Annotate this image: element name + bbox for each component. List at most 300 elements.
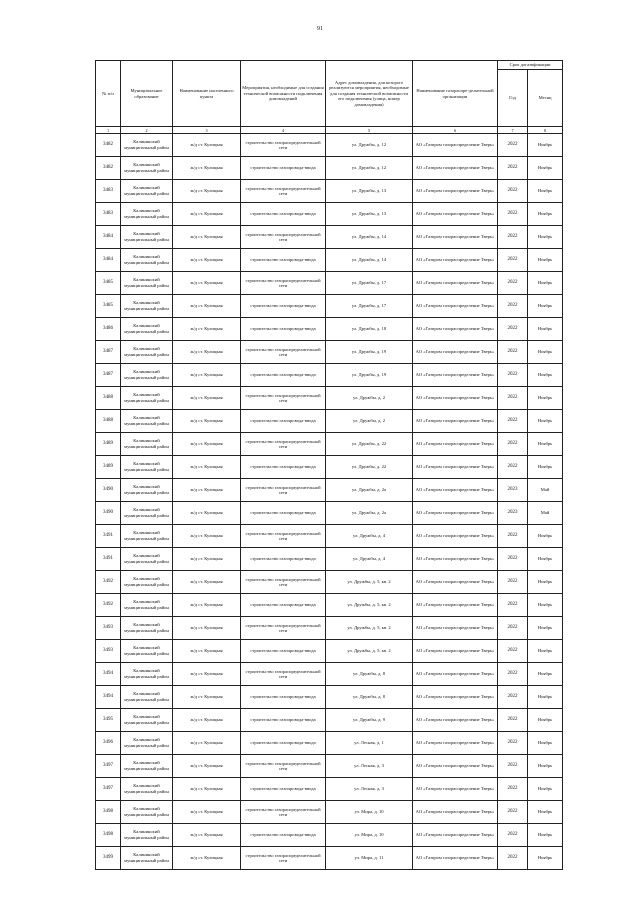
cell-month: Ноябрь: [528, 134, 563, 157]
cell-year: 2022: [498, 157, 528, 180]
cell-settlement: ж/д ст. Кулицкая: [173, 525, 241, 548]
cell-municipality: Калининский муниципальный район: [121, 571, 173, 594]
table-row: [96, 824, 563, 847]
cell-month: Ноябрь: [528, 410, 563, 433]
cell-year: 2022: [498, 433, 528, 456]
cell-settlement: ж/д ст. Кулицкая: [173, 824, 241, 847]
header-no: № п/п: [96, 61, 121, 127]
cell-month: Ноябрь: [528, 663, 563, 686]
cell-year: 2022: [498, 456, 528, 479]
table-row: [96, 180, 563, 203]
cell-number: 3494: [96, 663, 121, 686]
cell-organization: АО «Газпром газораспределение Тверь»: [413, 801, 498, 824]
cell-activity: строительство газораспределительной сети: [241, 433, 326, 456]
cell-municipality: Калининский муниципальный район: [121, 134, 173, 157]
cell-number: 3490: [96, 479, 121, 502]
cell-municipality: Калининский муниципальный район: [121, 479, 173, 502]
table-row: [96, 387, 563, 410]
table-row: [96, 456, 563, 479]
table-row: [96, 272, 563, 295]
cell-municipality: Калининский муниципальный район: [121, 640, 173, 663]
cell-activity: строительство газораспределительной сети: [241, 755, 326, 778]
table-row: [96, 709, 563, 732]
table-row: [96, 525, 563, 548]
table-row: [96, 847, 563, 870]
cell-activity: строительство газопровода-ввода: [241, 364, 326, 387]
cell-address: ул. Дружбы, д. 5, кв. 2: [326, 594, 413, 617]
cell-month: Ноябрь: [528, 801, 563, 824]
cell-month: Ноябрь: [528, 226, 563, 249]
cell-year: 2022: [498, 226, 528, 249]
cell-month: Ноябрь: [528, 203, 563, 226]
cell-year: 2022: [498, 847, 528, 870]
cell-activity: строительство газораспределительной сети: [241, 387, 326, 410]
cell-month: Ноябрь: [528, 157, 563, 180]
cell-organization: АО «Газпром газораспределение Тверь»: [413, 548, 498, 571]
cell-municipality: Калининский муниципальный район: [121, 226, 173, 249]
header-month: Месяц: [528, 70, 563, 127]
header-address: Адрес домовладения, для которого реализуются мероприятия, необходимые для создания технической возможности его подключения (улица, номер домовладения): [326, 61, 413, 127]
cell-month: Ноябрь: [528, 686, 563, 709]
cell-address: ул. Дружбы, д. 17: [326, 295, 413, 318]
cell-address: ул. Лесная, д. 3: [326, 778, 413, 801]
table-row: [96, 594, 563, 617]
cell-month: Ноябрь: [528, 778, 563, 801]
cell-municipality: Калининский муниципальный район: [121, 502, 173, 525]
cell-activity: строительство газораспределительной сети: [241, 801, 326, 824]
gasification-table: [95, 60, 563, 870]
cell-settlement: ж/д ст. Кулицкая: [173, 594, 241, 617]
cell-activity: строительство газораспределительной сети: [241, 525, 326, 548]
cell-organization: АО «Газпром газораспределение Тверь»: [413, 571, 498, 594]
header-settlement: Наименование населенного пункта: [173, 61, 241, 127]
cell-address: ул. Лесная, д. 3: [326, 755, 413, 778]
cell-address: ул. Дружбы, д. 13: [326, 180, 413, 203]
cell-month: Ноябрь: [528, 180, 563, 203]
cell-month: Ноябрь: [528, 732, 563, 755]
cell-municipality: Калининский муниципальный район: [121, 755, 173, 778]
cell-address: ул. Лесная, д. 1: [326, 732, 413, 755]
table-row: [96, 364, 563, 387]
cell-municipality: Калининский муниципальный район: [121, 847, 173, 870]
cell-activity: строительство газопровода-ввода: [241, 686, 326, 709]
cell-number: 3499: [96, 847, 121, 870]
cell-year: 2022: [498, 663, 528, 686]
cell-municipality: Калининский муниципальный район: [121, 433, 173, 456]
cell-address: ул. Дружбы, д. 5, кв. 2: [326, 571, 413, 594]
cell-municipality: Калининский муниципальный район: [121, 525, 173, 548]
cell-address: ул. Дружбы, д. 22: [326, 433, 413, 456]
cell-activity: строительство газораспределительной сети: [241, 226, 326, 249]
cell-organization: АО «Газпром газораспределение Тверь»: [413, 157, 498, 180]
cell-month: Ноябрь: [528, 548, 563, 571]
cell-number: 3492: [96, 571, 121, 594]
cell-number: 3498: [96, 801, 121, 824]
cell-organization: АО «Газпром газораспределение Тверь»: [413, 295, 498, 318]
cell-number: 3491: [96, 525, 121, 548]
cell-month: Май: [528, 502, 563, 525]
cell-municipality: Калининский муниципальный район: [121, 617, 173, 640]
column-number: 7: [498, 127, 528, 134]
cell-year: 2022: [498, 709, 528, 732]
cell-number: 3498: [96, 824, 121, 847]
cell-settlement: ж/д ст. Кулицкая: [173, 203, 241, 226]
cell-settlement: ж/д ст. Кулицкая: [173, 617, 241, 640]
cell-number: 3483: [96, 203, 121, 226]
cell-address: ул. Дружбы, д. 5, кв. 2: [326, 640, 413, 663]
cell-month: Май: [528, 479, 563, 502]
cell-municipality: Калининский муниципальный район: [121, 295, 173, 318]
cell-year: 2022: [498, 249, 528, 272]
cell-settlement: ж/д ст. Кулицкая: [173, 709, 241, 732]
cell-address: ул. Дружбы, д. 14: [326, 226, 413, 249]
cell-address: ул. Дружбы, д. 5, кв. 2: [326, 617, 413, 640]
cell-address: ул. Дружбы, д. 19: [326, 364, 413, 387]
cell-number: 3489: [96, 456, 121, 479]
cell-address: ул. Дружбы, д. 13: [326, 203, 413, 226]
cell-year: 2022: [498, 594, 528, 617]
cell-number: 3487: [96, 341, 121, 364]
cell-activity: строительство газопровода-ввода: [241, 824, 326, 847]
table-row: [96, 755, 563, 778]
column-number: 2: [121, 127, 173, 134]
table-row: [96, 663, 563, 686]
cell-address: ул. Дружбы, д. 8: [326, 686, 413, 709]
cell-activity: строительство газораспределительной сети: [241, 571, 326, 594]
cell-settlement: ж/д ст. Кулицкая: [173, 686, 241, 709]
cell-month: Ноябрь: [528, 824, 563, 847]
cell-organization: АО «Газпром газораспределение Тверь»: [413, 778, 498, 801]
cell-organization: АО «Газпром газораспределение Тверь»: [413, 686, 498, 709]
cell-activity: строительство газопровода-ввода: [241, 778, 326, 801]
cell-settlement: ж/д ст. Кулицкая: [173, 778, 241, 801]
table-row: [96, 318, 563, 341]
cell-year: 2022: [498, 203, 528, 226]
cell-settlement: ж/д ст. Кулицкая: [173, 341, 241, 364]
cell-organization: АО «Газпром газораспределение Тверь»: [413, 847, 498, 870]
cell-organization: АО «Газпром газораспределение Тверь»: [413, 732, 498, 755]
cell-month: Ноябрь: [528, 594, 563, 617]
cell-month: Ноябрь: [528, 364, 563, 387]
cell-activity: строительство газопровода-ввода: [241, 548, 326, 571]
cell-number: 3490: [96, 502, 121, 525]
cell-address: ул. Дружбы, д. 22: [326, 456, 413, 479]
cell-organization: АО «Газпром газораспределение Тверь»: [413, 249, 498, 272]
cell-address: ул. Дружбы, д. 4: [326, 525, 413, 548]
cell-activity: строительство газораспределительной сети: [241, 341, 326, 364]
cell-month: Ноябрь: [528, 617, 563, 640]
table-row: [96, 686, 563, 709]
cell-month: Ноябрь: [528, 709, 563, 732]
column-number-row: [96, 127, 563, 134]
cell-year: 2022: [498, 525, 528, 548]
cell-organization: АО «Газпром газораспределение Тверь»: [413, 272, 498, 295]
cell-address: ул. Дружбы, д. 19: [326, 341, 413, 364]
cell-organization: АО «Газпром газораспределение Тверь»: [413, 203, 498, 226]
table-row: [96, 433, 563, 456]
cell-month: Ноябрь: [528, 387, 563, 410]
cell-year: 2022: [498, 801, 528, 824]
cell-number: 3497: [96, 778, 121, 801]
cell-address: ул. Дружбы, д. 2: [326, 387, 413, 410]
cell-year: 2022: [498, 617, 528, 640]
cell-municipality: Калининский муниципальный район: [121, 456, 173, 479]
cell-address: ул. Дружбы, д. 14: [326, 249, 413, 272]
cell-organization: АО «Газпром газораспределение Тверь»: [413, 226, 498, 249]
cell-address: ул. Дружбы, д. 2а: [326, 502, 413, 525]
cell-number: 3495: [96, 709, 121, 732]
cell-settlement: ж/д ст. Кулицкая: [173, 571, 241, 594]
cell-number: 3489: [96, 433, 121, 456]
cell-settlement: ж/д ст. Кулицкая: [173, 479, 241, 502]
cell-settlement: ж/д ст. Кулицкая: [173, 433, 241, 456]
cell-municipality: Калининский муниципальный район: [121, 548, 173, 571]
cell-month: Ноябрь: [528, 456, 563, 479]
table-row: [96, 801, 563, 824]
cell-number: 3493: [96, 640, 121, 663]
cell-activity: строительство газораспределительной сети: [241, 663, 326, 686]
table-row: [96, 341, 563, 364]
cell-activity: строительство газопровода-ввода: [241, 732, 326, 755]
cell-settlement: ж/д ст. Кулицкая: [173, 456, 241, 479]
cell-municipality: Калининский муниципальный район: [121, 341, 173, 364]
cell-year: 2022: [498, 548, 528, 571]
cell-settlement: ж/д ст. Кулицкая: [173, 318, 241, 341]
header-organization: Наименование газораспре-делительной организации: [413, 61, 498, 127]
cell-municipality: Калининский муниципальный район: [121, 318, 173, 341]
cell-year: 2022: [498, 686, 528, 709]
cell-number: 3484: [96, 249, 121, 272]
cell-organization: АО «Газпром газораспределение Тверь»: [413, 617, 498, 640]
cell-number: 3487: [96, 364, 121, 387]
cell-year: 2022: [498, 571, 528, 594]
cell-address: ул. Мира, д. 10: [326, 824, 413, 847]
cell-number: 3493: [96, 617, 121, 640]
cell-address: ул. Мира, д. 10: [326, 801, 413, 824]
table-row: [96, 134, 563, 157]
cell-activity: строительство газораспределительной сети: [241, 479, 326, 502]
cell-year: 2023: [498, 479, 528, 502]
cell-activity: строительство газораспределительной сети: [241, 617, 326, 640]
cell-settlement: ж/д ст. Кулицкая: [173, 548, 241, 571]
cell-month: Ноябрь: [528, 525, 563, 548]
table-row: [96, 249, 563, 272]
table-row: [96, 479, 563, 502]
cell-activity: строительство газопровода-ввода: [241, 249, 326, 272]
cell-municipality: Калининский муниципальный район: [121, 249, 173, 272]
cell-settlement: ж/д ст. Кулицкая: [173, 801, 241, 824]
cell-organization: АО «Газпром газораспределение Тверь»: [413, 180, 498, 203]
cell-organization: АО «Газпром газораспределение Тверь»: [413, 663, 498, 686]
cell-address: ул. Дружбы, д. 2а: [326, 479, 413, 502]
cell-settlement: ж/д ст. Кулицкая: [173, 180, 241, 203]
cell-number: 3482: [96, 134, 121, 157]
cell-address: ул. Дружбы, д. 2: [326, 410, 413, 433]
cell-year: 2022: [498, 732, 528, 755]
cell-year: 2022: [498, 364, 528, 387]
cell-settlement: ж/д ст. Кулицкая: [173, 226, 241, 249]
cell-activity: строительство газопровода-ввода: [241, 502, 326, 525]
page-number: 91: [317, 26, 323, 32]
cell-month: Ноябрь: [528, 640, 563, 663]
cell-activity: строительство газопровода-ввода: [241, 410, 326, 433]
cell-number: 3485: [96, 295, 121, 318]
cell-year: 2022: [498, 180, 528, 203]
cell-settlement: ж/д ст. Кулицкая: [173, 663, 241, 686]
cell-address: ул. Мира, д. 11: [326, 847, 413, 870]
cell-activity: строительство газопровода-ввода: [241, 594, 326, 617]
cell-organization: АО «Газпром газораспределение Тверь»: [413, 341, 498, 364]
cell-organization: АО «Газпром газораспределение Тверь»: [413, 433, 498, 456]
table-row: [96, 571, 563, 594]
cell-address: ул. Дружбы, д. 17: [326, 272, 413, 295]
cell-year: 2022: [498, 272, 528, 295]
cell-municipality: Калининский муниципальный район: [121, 410, 173, 433]
cell-address: ул. Дружбы, д. 18: [326, 318, 413, 341]
cell-organization: АО «Газпром газораспределение Тверь»: [413, 755, 498, 778]
cell-year: 2022: [498, 778, 528, 801]
column-number: 6: [413, 127, 498, 134]
cell-settlement: ж/д ст. Кулицкая: [173, 755, 241, 778]
cell-number: 3484: [96, 226, 121, 249]
cell-municipality: Калининский муниципальный район: [121, 272, 173, 295]
cell-year: 2022: [498, 341, 528, 364]
column-number: 5: [326, 127, 413, 134]
cell-month: Ноябрь: [528, 272, 563, 295]
cell-organization: АО «Газпром газораспределение Тверь»: [413, 387, 498, 410]
column-number: 8: [528, 127, 563, 134]
header-year: Год: [498, 70, 528, 127]
cell-activity: строительство газопровода-ввода: [241, 318, 326, 341]
cell-number: 3486: [96, 318, 121, 341]
cell-municipality: Калининский муниципальный район: [121, 824, 173, 847]
cell-number: 3497: [96, 755, 121, 778]
cell-organization: АО «Газпром газораспределение Тверь»: [413, 502, 498, 525]
cell-month: Ноябрь: [528, 318, 563, 341]
header-activity: Мероприятия, необходимые для создания технической возможности подключения домовладений: [241, 61, 326, 127]
cell-organization: АО «Газпром газораспределение Тверь»: [413, 364, 498, 387]
cell-settlement: ж/д ст. Кулицкая: [173, 272, 241, 295]
cell-month: Ноябрь: [528, 847, 563, 870]
cell-activity: строительство газопровода-ввода: [241, 640, 326, 663]
cell-organization: АО «Газпром газораспределение Тверь»: [413, 640, 498, 663]
cell-month: Ноябрь: [528, 755, 563, 778]
cell-municipality: Калининский муниципальный район: [121, 364, 173, 387]
cell-municipality: Калининский муниципальный район: [121, 594, 173, 617]
cell-organization: АО «Газпром газораспределение Тверь»: [413, 709, 498, 732]
cell-number: 3491: [96, 548, 121, 571]
cell-year: 2022: [498, 387, 528, 410]
cell-activity: строительство газораспределительной сети: [241, 272, 326, 295]
table-row: [96, 226, 563, 249]
cell-municipality: Калининский муниципальный район: [121, 157, 173, 180]
header-deadline-group: Срок догазификации: [498, 61, 563, 70]
cell-settlement: ж/д ст. Кулицкая: [173, 387, 241, 410]
cell-year: 2022: [498, 318, 528, 341]
cell-number: 3482: [96, 157, 121, 180]
cell-municipality: Калининский муниципальный район: [121, 801, 173, 824]
cell-municipality: Калининский муниципальный район: [121, 387, 173, 410]
cell-month: Ноябрь: [528, 295, 563, 318]
cell-municipality: Калининский муниципальный район: [121, 709, 173, 732]
table-row: [96, 157, 563, 180]
column-number: 3: [173, 127, 241, 134]
table-row: [96, 778, 563, 801]
header-municipality: Муниципальное образование: [121, 61, 173, 127]
cell-year: 2022: [498, 755, 528, 778]
table-row: [96, 203, 563, 226]
cell-activity: строительство газораспределительной сети: [241, 134, 326, 157]
table-row: [96, 548, 563, 571]
cell-number: 3492: [96, 594, 121, 617]
cell-municipality: Калининский муниципальный район: [121, 778, 173, 801]
table-row: [96, 640, 563, 663]
cell-organization: АО «Газпром газораспределение Тверь»: [413, 525, 498, 548]
cell-number: 3485: [96, 272, 121, 295]
table-row: [96, 617, 563, 640]
cell-activity: строительство газопровода-ввода: [241, 157, 326, 180]
cell-settlement: ж/д ст. Кулицкая: [173, 847, 241, 870]
cell-activity: строительство газопровода-ввода: [241, 709, 326, 732]
cell-number: 3494: [96, 686, 121, 709]
cell-settlement: ж/д ст. Кулицкая: [173, 295, 241, 318]
cell-organization: АО «Газпром газораспределение Тверь»: [413, 824, 498, 847]
cell-number: 3488: [96, 387, 121, 410]
table-row: [96, 732, 563, 755]
cell-municipality: Калининский муниципальный район: [121, 203, 173, 226]
cell-month: Ноябрь: [528, 249, 563, 272]
cell-settlement: ж/д ст. Кулицкая: [173, 134, 241, 157]
cell-activity: строительство газораспределительной сети: [241, 180, 326, 203]
cell-month: Ноябрь: [528, 433, 563, 456]
cell-municipality: Калининский муниципальный район: [121, 663, 173, 686]
table-row: [96, 410, 563, 433]
cell-organization: АО «Газпром газораспределение Тверь»: [413, 318, 498, 341]
cell-number: 3483: [96, 180, 121, 203]
cell-organization: АО «Газпром газораспределение Тверь»: [413, 456, 498, 479]
cell-organization: АО «Газпром газораспределение Тверь»: [413, 594, 498, 617]
cell-organization: АО «Газпром газораспределение Тверь»: [413, 479, 498, 502]
cell-organization: АО «Газпром газораспределение Тверь»: [413, 410, 498, 433]
cell-activity: строительство газопровода-ввода: [241, 456, 326, 479]
cell-settlement: ж/д ст. Кулицкая: [173, 157, 241, 180]
cell-activity: строительство газопровода-ввода: [241, 295, 326, 318]
cell-address: ул. Дружбы, д. 8: [326, 663, 413, 686]
cell-settlement: ж/д ст. Кулицкая: [173, 249, 241, 272]
cell-year: 2023: [498, 502, 528, 525]
cell-year: 2022: [498, 295, 528, 318]
column-number: 1: [96, 127, 121, 134]
cell-number: 3488: [96, 410, 121, 433]
cell-municipality: Калининский муниципальный район: [121, 732, 173, 755]
cell-address: ул. Дружбы, д. 12: [326, 157, 413, 180]
cell-municipality: Калининский муниципальный район: [121, 180, 173, 203]
cell-settlement: ж/д ст. Кулицкая: [173, 364, 241, 387]
column-number: 4: [241, 127, 326, 134]
cell-settlement: ж/д ст. Кулицкая: [173, 732, 241, 755]
cell-settlement: ж/д ст. Кулицкая: [173, 410, 241, 433]
cell-year: 2022: [498, 410, 528, 433]
cell-settlement: ж/д ст. Кулицкая: [173, 502, 241, 525]
cell-municipality: Калининский муниципальный район: [121, 686, 173, 709]
cell-activity: строительство газораспределительной сети: [241, 847, 326, 870]
cell-organization: АО «Газпром газораспределение Тверь»: [413, 134, 498, 157]
cell-settlement: ж/д ст. Кулицкая: [173, 640, 241, 663]
cell-year: 2022: [498, 134, 528, 157]
cell-month: Ноябрь: [528, 571, 563, 594]
cell-activity: строительство газопровода-ввода: [241, 203, 326, 226]
cell-month: Ноябрь: [528, 341, 563, 364]
